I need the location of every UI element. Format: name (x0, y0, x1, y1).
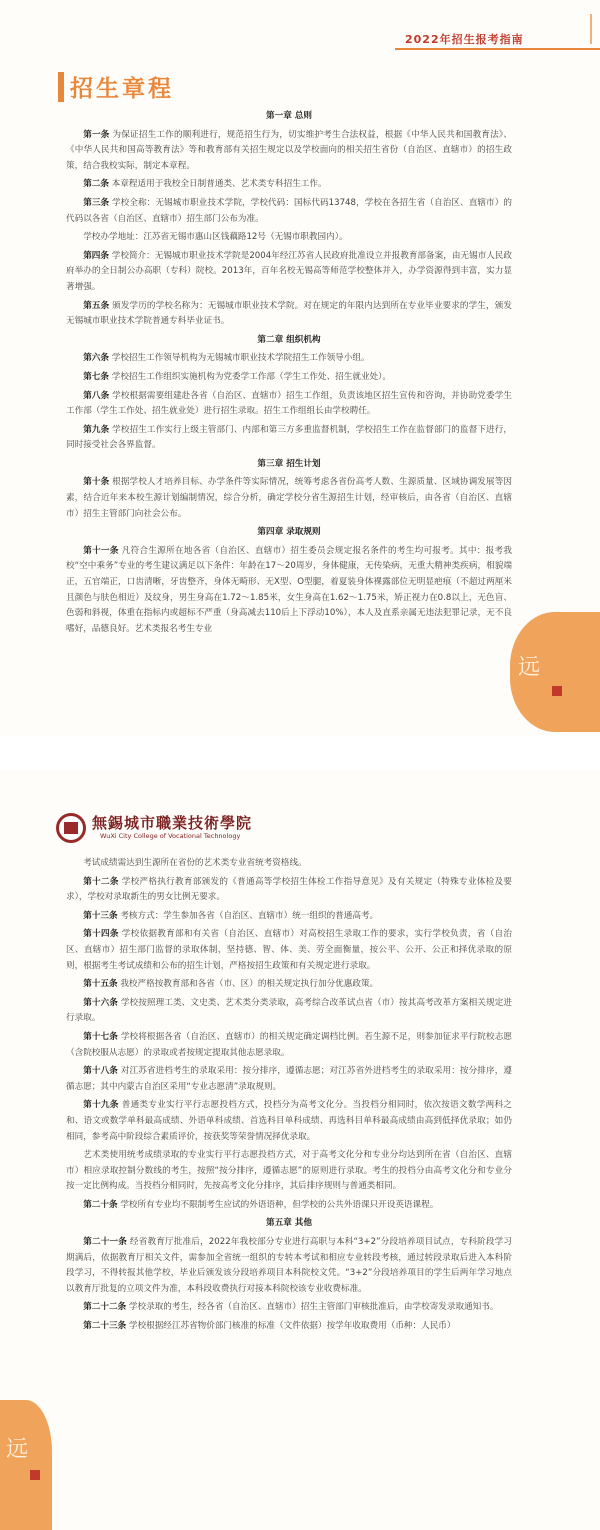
article-text: 考核方式：学生参加各省（自治区、直辖市）统一组织的普通高考。 (120, 910, 379, 921)
article-text: 为保证招生工作的顺利进行，规范招生行为，切实维护考生合法权益，根据《中华人民共和国教育法》、《中华人民共和国高等教育法》等和教育部有关招生规定以及学校面向的相关招生省份（自治区、直辖市）的招生政策，结合我校实际，制定本章程。 (66, 129, 512, 171)
article-number: 第十五条 (83, 979, 118, 990)
article-number: 第六条 (83, 353, 109, 364)
chapter-heading: 第五章 其他 (266, 1218, 312, 1229)
chapter-heading: 第一章 总则 (266, 111, 312, 121)
article-text: 学校招生工作领导机构为无锡城市职业技术学院招生工作领导小组。 (111, 353, 370, 364)
chapter-heading: 第三章 招生计划 (257, 458, 321, 469)
header-tick-decoration (590, 14, 592, 44)
article-number: 第十七条 (83, 1031, 118, 1042)
article-number: 第十三条 (83, 910, 118, 921)
article-text: 学校根据经江苏省物价部门核准的标准（文件依据）按学年收取费用（币种：人民币） (128, 1321, 456, 1332)
article-text: 本章程适用于我校全日制普通类、艺术类专科招生工作。 (111, 179, 327, 190)
article (66, 299, 512, 330)
article (66, 1198, 512, 1214)
article-text: 凡符合生源所在地各省（自治区、直辖市）招生委员会规定报名条件的考生均可报考。其中：报考我校“空中乘务”专业的考生建议满足以下条件：年龄在17～20周岁，身体健康，无传染病，无重大精神类疾病，相貌端正，五官端正，口齿清晰，牙齿整齐，身体无畸形、无X型、O型腿，着夏装身体裸露部位无明显疤痕（不超过两厘米且颜色与肤色相近）及纹身，男生身高在1.72～1.85米，女生身高在1.62～1.75米，矫正视力在0.8以上，无色盲、色弱和斜视，体重在指标内或超标不严重（身高减去110后上下浮动10%），本人及直系亲属无违法犯罪记录，无不良嗜好，品德良好。艺术类报名考生专业 (66, 545, 512, 634)
article (66, 1064, 512, 1095)
article (66, 423, 512, 454)
article (66, 370, 512, 386)
article-number: 第十四条 (83, 929, 119, 940)
article-number: 第十条 (83, 477, 110, 488)
article-text: 学校录取的考生，经各省（自治区、直辖市）招生主管部门审核批准后，由学校寄发录取通知书。 (128, 1302, 499, 1313)
article (66, 1319, 512, 1335)
article (66, 389, 512, 420)
article (66, 196, 512, 227)
article-text: 学校依据教育部和有关省（自治区、直辖市）对高校招生录取工作的要求，实行学校负责，省（自治区、直辖市）招生部门监督的录取体制，坚持德、智、体、美、劳全面衡量，按公平、公开、公正和择优录取的原则，根据考生考试成绩和公布的招生计划，严格按招生政策和有关规定进行录取。 (66, 929, 512, 971)
article (66, 1098, 512, 1145)
chapter-heading: 第二章 组织机构 (257, 334, 321, 345)
article-number: 第一条 (83, 129, 110, 140)
article-text: 我校严格按教育部和各省（市、区）的相关规定执行加分优惠政策。 (120, 979, 379, 990)
paragraph: 考试成绩需达到生源所在省份的艺术类专业省统考资格线。 (83, 858, 307, 868)
article-number: 第二十条 (83, 1199, 118, 1210)
article-text: 普通类专业实行平行志愿投档方式，投档分为高考文化分。当投档分相同时，依次按语文数学两科之和、语文或数学单科最高成绩、外语单科成绩、首选科目单科成绩、再选科目单科最高成绩由高到低择优录取；如仍相同，参考高中阶段综合素质评价，按获奖等荣誉情况择优录取。 (66, 1100, 512, 1142)
school-logo-icon (56, 813, 86, 843)
article-number: 第九条 (83, 424, 110, 435)
article-text: 学校将根据各省（自治区、直辖市）的相关规定确定调档比例。若生源不足，则参加征求平行院校志愿（含院校服从志愿）的录取或者按规定提取其他志愿录取。 (66, 1031, 512, 1058)
article-number: 第十二条 (83, 876, 119, 887)
regulations-text-page-2 (66, 856, 512, 1338)
article-text: 对江苏省进档考生的录取采用：按分排序，遵循志愿；对江苏省外进档考生的录取采用：按分排序，遵循志愿；其中内蒙古自治区采用“专业志愿清”录取规则。 (66, 1066, 512, 1092)
article-number: 第二十三条 (83, 1321, 127, 1332)
seal-stamp-icon (552, 686, 562, 696)
article-number: 第五条 (83, 300, 110, 311)
guide-page-1 (0, 0, 600, 735)
section-title-bar (58, 72, 64, 102)
article-number: 第二十一条 (83, 1237, 128, 1248)
article-number: 第十九条 (83, 1100, 119, 1111)
article-text: 学校根据需要组建赴各省（自治区、直辖市）招生工作组，负责该地区招生宣传和咨询，并协助党委学生工作部（学生工作处、招生就业处）进行招生录取。招生工作组组长由学校聘任。 (66, 390, 512, 417)
article-text: 学校招生工作实行上级主管部门、内部和第三方多重监督机制，学校招生工作在监督部门的监督下进行，同时接受社会各界监督。 (66, 424, 512, 451)
article (66, 977, 512, 993)
article-text: 学校全称：无锡城市职业技术学院，学校代码：国标代码13748，学校在各招生省（自治区、直辖市）的代码以各省（自治区、直辖市）招生部门公布为准。 (66, 197, 512, 224)
article-number: 第十一条 (83, 545, 119, 556)
article-text: 颁发学历的学校名称为：无锡城市职业技术学院。对在规定的年限内达到所在专业毕业要求的学生，颁发无锡城市职业技术学院普通专科毕业证书。 (66, 300, 512, 327)
paragraph: 艺术类使用统考成绩录取的专业实行平行志愿投档方式，对于高考文化分和专业分均达到所在省（自治区、直辖市）相应录取控制分数线的考生，按照“按分排序，遵循志愿”的原则进行录取。考生的投档分由高考文化分和专业分按一定比例构成。当投档分相同时，先按高考文化分排序，其后排序规则与普通类相同。 (66, 1150, 512, 1192)
article (66, 475, 512, 522)
article (66, 128, 512, 175)
article-text: 学校严格执行教育部颁发的《普通高等学校招生体检工作指导意见》及有关规定（特殊专业体检及要求），学校对录取新生的男女比例无要求。 (66, 876, 512, 903)
article-text: 经省教育厅批准后，2022年我校部分专业进行高职与本科“3+2”分段培养项目试点，专科阶段学习期满后，依据教育厅相关文件，需参加全省统一组织的专转本考试和相应专业转段考核，通过转段录取后进入本科阶段学习，不得转报其他学校，毕业后颁发该分段培养项目本科院校文凭。“3+2”分段培养项目的学生后两年学习地点以教育厅批复的立项文件为准，本科段收费执行对接本科院校该专业收费标准。 (66, 1237, 512, 1294)
page-gap (0, 735, 600, 770)
article-number: 第十八条 (83, 1066, 118, 1077)
article-number: 第二条 (83, 179, 109, 190)
article (66, 249, 512, 296)
guide-page-2 (0, 770, 600, 1530)
brush-calligraphy: 远 (518, 655, 541, 680)
decorative-brush-blob (510, 612, 600, 732)
article (66, 544, 512, 638)
school-name-en: WuXi City College of Vocational Technology (100, 832, 241, 840)
article-text: 学校所有专业均不限制考生应试的外语语种，但学校的公共外语课只开设英语课程。 (120, 1199, 439, 1210)
article-text: 学校简介：无锡城市职业技术学院是2004年经江苏省人民政府批准设立并报教育部备案，由无锡市人民政府举办的全日制公办高职（专科）院校。2013年，百年名校无锡高等师范学校整体并入，办学资源得到丰富，实力显著增强。 (66, 250, 513, 292)
article (66, 177, 512, 193)
chapter-heading: 第四章 录取规则 (257, 527, 321, 538)
article-number: 第三条 (83, 197, 110, 208)
article (66, 996, 512, 1027)
paragraph: 学校办学地址：江苏省无锡市惠山区钱藕路12号（无锡市职教园内）。 (83, 232, 348, 243)
article-text: 学校按照理工类、文史类、艺术类分类录取，高考综合改革试点省（市）按其高考改革方案相关规定进行录取。 (66, 997, 512, 1024)
article-number: 第七条 (83, 371, 109, 382)
guide-title: 2022年招生报考指南 (405, 33, 524, 46)
section-title: 招生章程 (70, 76, 174, 102)
article (66, 875, 512, 906)
article (66, 927, 512, 974)
article (66, 1030, 512, 1061)
article-number: 第八条 (83, 390, 110, 401)
regulations-text-page-1 (66, 108, 512, 640)
article (66, 1235, 512, 1297)
article-text: 根据学校人才培养目标、办学条件等实际情况，统筹考虑各省份高考人数、生源质量、区域协调发展等因素，结合近年来本校生源计划编制情况，综合分析，确定学校分省生源招生计划，经审核后，由各省（自治区、直辖市）招生主管部门向社会公布。 (66, 477, 512, 519)
article (66, 351, 512, 367)
article-text: 学校招生工作组织实施机构为党委学工作部（学生工作处、招生就业处）。 (111, 371, 392, 382)
decorative-brush-blob-2 (0, 1400, 52, 1530)
article (66, 909, 512, 925)
article-number: 第四条 (83, 250, 109, 261)
seal-stamp-icon-2 (30, 1470, 40, 1480)
header-rule (395, 48, 600, 50)
article (66, 1300, 512, 1316)
article-number: 第二十二条 (83, 1302, 127, 1313)
brush-calligraphy-2: 远 (6, 1437, 29, 1462)
school-name-cn: 無錫城市職業技術學院 (92, 814, 253, 832)
article-number: 第十六条 (83, 997, 118, 1008)
